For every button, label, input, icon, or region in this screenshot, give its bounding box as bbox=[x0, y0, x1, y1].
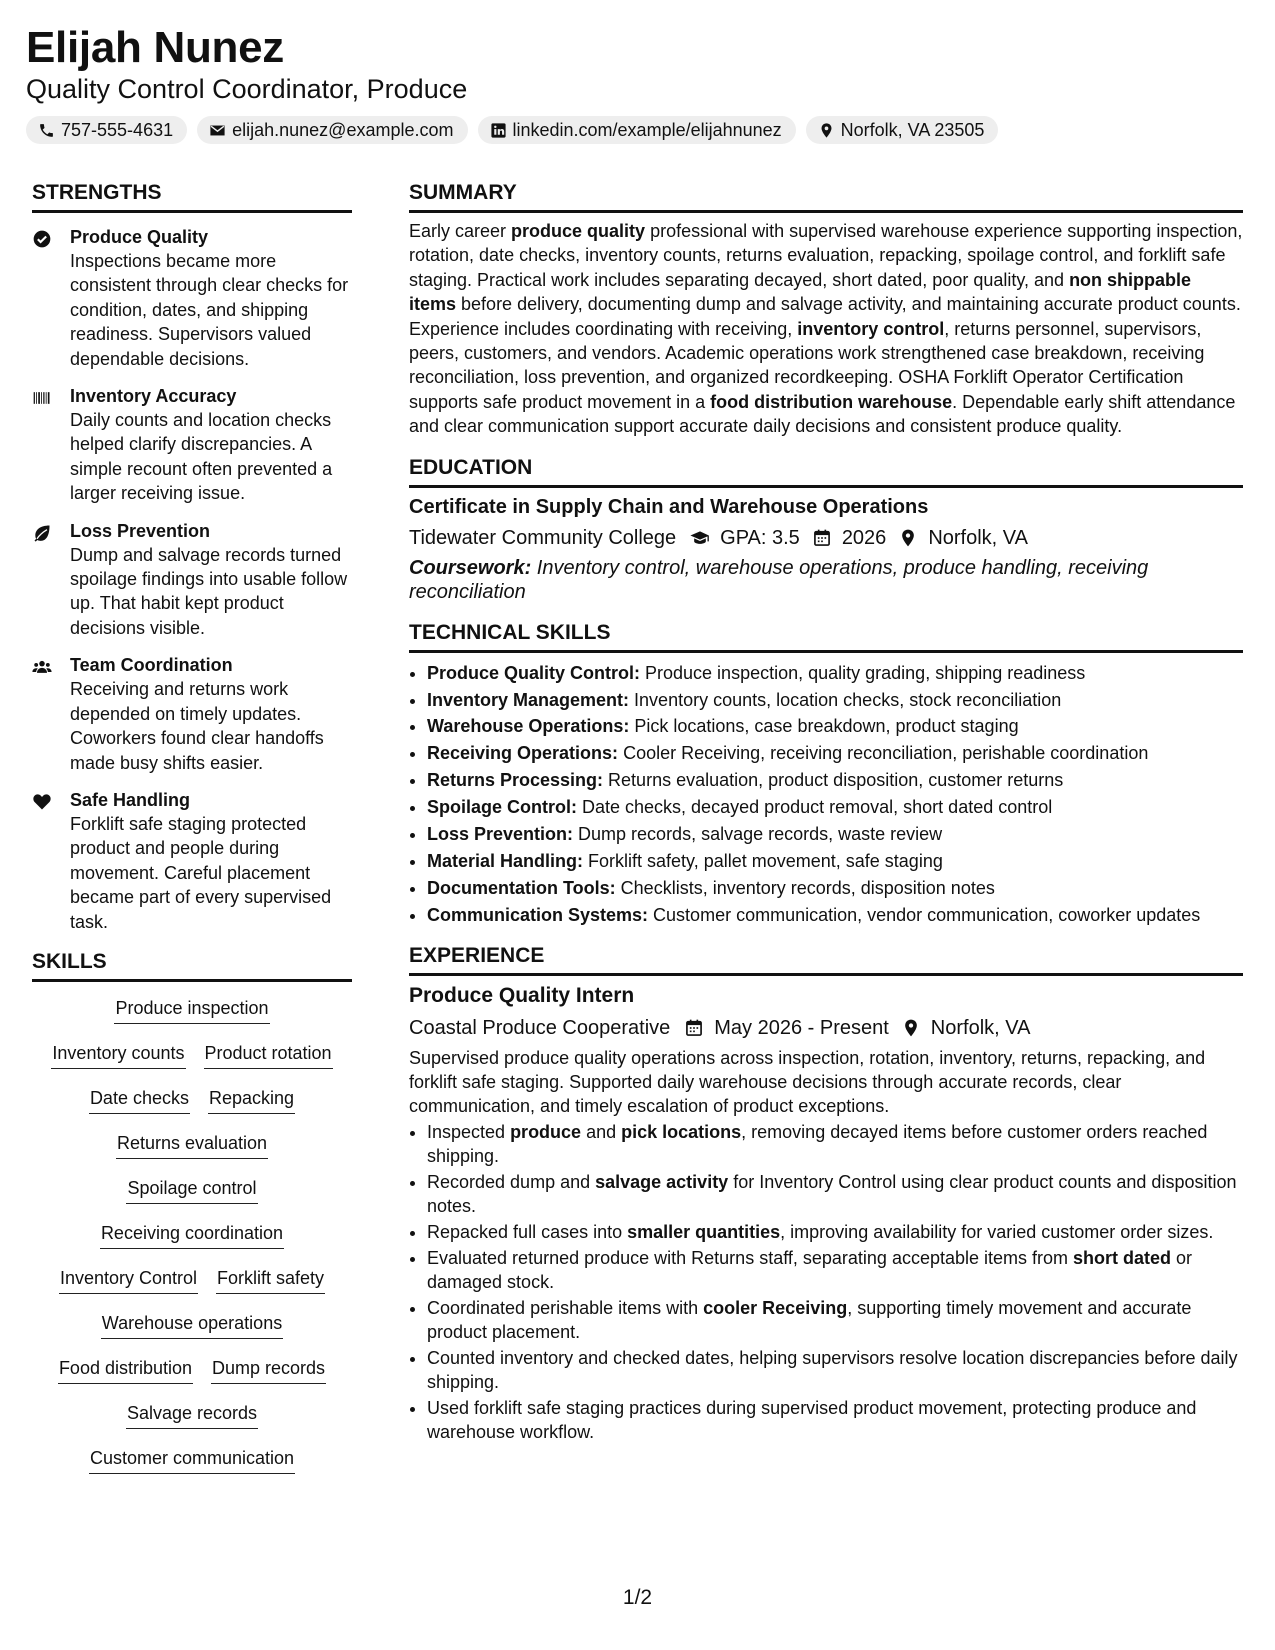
skill-tag: Customer communication bbox=[89, 1446, 295, 1474]
bullet-keyword: short dated bbox=[1073, 1248, 1172, 1269]
tech-skill-text: Dump records, salvage records, waste review bbox=[573, 824, 943, 844]
skill-tag: Repacking bbox=[208, 1086, 295, 1114]
bullet-text: , removing decayed items before customer orders reached shipping. bbox=[427, 1122, 1208, 1167]
email-text: elijah.nunez@example.com bbox=[232, 119, 454, 140]
summary-text-segment: . Dependable early shift attendance and clear communication support accurate daily decisions and consistent produce quality. bbox=[409, 391, 1236, 437]
tech-skill-text: Inventory counts, location checks, stock reconciliation bbox=[629, 689, 1062, 710]
school-name: Tidewater Community College bbox=[409, 526, 677, 549]
tech-skill-label: Material Handling: bbox=[427, 850, 584, 871]
barcode-icon bbox=[32, 388, 52, 408]
skill-tag: Date checks bbox=[89, 1086, 190, 1114]
skills-heading: SKILLS bbox=[32, 947, 352, 982]
linkedin-text: linkedin.com/example/elijahnunez bbox=[512, 119, 782, 140]
tech-skill-text: Date checks, decayed product removal, short dated control bbox=[577, 797, 1053, 818]
tech-skill-text: Checklists, inventory records, disposition notes bbox=[615, 877, 995, 898]
envelope-icon bbox=[209, 122, 226, 139]
linkedin-pill bbox=[478, 116, 796, 144]
strength-desc: Dump and salvage records turned spoilage findings into usable follow up. That habit kept product decisions visible. bbox=[70, 544, 348, 638]
strength-desc: Inspections became more consistent through clear checks for condition, dates, and shipping readiness. Supervisors valued dependable decisions. bbox=[70, 251, 349, 369]
degree-title: Certificate in Supply Chain and Warehouse Operations bbox=[409, 495, 929, 518]
bullet-text: Counted inventory and checked dates, helping supervisors resolve location discrepancies before daily shipping. bbox=[427, 1348, 1238, 1393]
tech-skill-text: Pick locations, case breakdown, product staging bbox=[629, 716, 1019, 737]
technical-skills-list bbox=[409, 661, 1243, 927]
bullet-keyword: pick locations bbox=[621, 1122, 742, 1143]
bullet-keyword: cooler Receiving bbox=[703, 1298, 848, 1319]
summary-text-segment: , returns personnel, supervisors, peers, customers, and vendors. Academic operations work strengthened case breakdown, receiving reconciliation, loss prevention, and organized recordkeeping. OSHA Forklift Operator Certification supports safe product movement in a bbox=[409, 318, 1205, 412]
summary-keyword: food distribution warehouse bbox=[710, 391, 953, 412]
skills-list bbox=[32, 996, 352, 1491]
gpa-text: GPA: 3.5 bbox=[720, 526, 800, 549]
strength-title: Safe Handling bbox=[70, 789, 191, 810]
summary-keyword: produce quality bbox=[511, 221, 646, 241]
strength-item bbox=[32, 788, 352, 934]
list-item bbox=[427, 768, 1243, 792]
summary-heading: SUMMARY bbox=[409, 178, 1243, 213]
bullet-keyword: salvage activity bbox=[595, 1172, 729, 1193]
map-pin-icon bbox=[818, 122, 835, 139]
tech-skill-text: Produce inspection, quality grading, shipping readiness bbox=[640, 662, 1086, 683]
list-item bbox=[427, 1170, 1243, 1218]
list-item bbox=[427, 661, 1243, 685]
strength-item bbox=[32, 653, 352, 775]
bullet-text: Repacked full cases into bbox=[427, 1222, 628, 1243]
job-location: Norfolk, VA bbox=[930, 1016, 1031, 1039]
skill-tag: Receiving coordination bbox=[100, 1221, 284, 1249]
strength-desc: Daily counts and location checks helped clarify discrepancies. A simple recount often prevented a larger receiving issue. bbox=[70, 410, 333, 504]
company-name: Coastal Produce Cooperative bbox=[409, 1016, 671, 1039]
summary-text-segment: before delivery, documenting dump and salvage activity, and maintaining accurate product counts. Experience includes coordinating with receiving, bbox=[409, 294, 1241, 339]
job-description: Supervised produce quality operations across inspection, rotation, inventory, returns, repacking, and forklift safe staging. Supported daily warehouse decisions through accurate records, clear communication, and timely escalation of product exceptions. bbox=[409, 1047, 1206, 1117]
bullet-text: Inspected bbox=[427, 1122, 511, 1143]
strength-item bbox=[32, 519, 352, 641]
tech-skill-label: Receiving Operations: bbox=[427, 743, 619, 764]
list-item bbox=[427, 903, 1243, 927]
list-item bbox=[427, 849, 1243, 873]
summary-text-segment: professional with supervised warehouse experience supporting inspection, rotation, date checks, inventory counts, returns evaluation, repacking, spoilage control, and forklift safe staging. Practical work includes separating decayed, short dated, poor quality, and bbox=[409, 221, 1243, 290]
strength-title: Inventory Accuracy bbox=[70, 386, 237, 407]
skill-tag: Product rotation bbox=[204, 1041, 333, 1069]
list-item bbox=[427, 822, 1243, 846]
users-icon bbox=[32, 657, 52, 677]
strength-desc: Forklift safe staging protected product and people during movement. Careful placement became part of every supervised task. bbox=[70, 813, 332, 932]
bullet-keyword: smaller quantities bbox=[627, 1222, 781, 1243]
experience-bullets bbox=[409, 1120, 1243, 1444]
resume-header bbox=[26, 22, 1256, 144]
strengths-list bbox=[32, 225, 352, 934]
graduation-cap-icon bbox=[690, 528, 710, 548]
summary-keyword: non shippable items bbox=[409, 269, 1192, 315]
skill-tag: Dump records bbox=[211, 1356, 326, 1384]
contact-row bbox=[26, 116, 1256, 144]
calendar-icon bbox=[812, 528, 832, 548]
check-circle-icon bbox=[32, 229, 52, 249]
list-item bbox=[427, 1220, 1243, 1244]
bullet-text: or damaged stock. bbox=[427, 1248, 1193, 1293]
list-item bbox=[427, 795, 1243, 819]
skill-tag: Warehouse operations bbox=[101, 1311, 283, 1339]
graduation-year: 2026 bbox=[841, 526, 887, 549]
skill-tag: Salvage records bbox=[126, 1401, 258, 1429]
list-item bbox=[427, 1346, 1243, 1394]
tech-skill-label: Spoilage Control: bbox=[427, 797, 577, 818]
skill-tag: Inventory Control bbox=[59, 1266, 198, 1294]
tech-skill-text: Customer communication, vendor communication, coworker updates bbox=[648, 904, 1201, 925]
summary-text-segment: Early career bbox=[409, 221, 512, 241]
map-pin-icon bbox=[898, 528, 918, 548]
experience-heading: EXPERIENCE bbox=[409, 941, 1243, 976]
education-heading: EDUCATION bbox=[409, 453, 1243, 488]
list-item bbox=[427, 688, 1243, 712]
skill-tag: Inventory counts bbox=[51, 1041, 185, 1069]
skill-tag: Produce inspection bbox=[114, 996, 269, 1024]
job-meta bbox=[409, 1014, 1243, 1042]
coursework-text: Inventory control, warehouse operations, produce handling, receiving reconciliation bbox=[409, 556, 1149, 603]
strength-item bbox=[32, 384, 352, 506]
tech-skill-label: Inventory Management: bbox=[427, 689, 630, 710]
tech-skill-label: Loss Prevention: bbox=[427, 824, 574, 844]
tech-skill-label: Produce Quality Control: bbox=[427, 662, 641, 683]
skill-tag: Food distribution bbox=[58, 1356, 193, 1384]
coursework bbox=[409, 556, 1243, 604]
calendar-icon bbox=[684, 1018, 704, 1038]
school-location: Norfolk, VA bbox=[928, 526, 1028, 549]
candidate-name: Elijah Nunez bbox=[26, 23, 284, 72]
phone-text: 757-555-4631 bbox=[61, 119, 174, 140]
tech-skill-text: Cooler Receiving, receiving reconciliation, perishable coordination bbox=[618, 743, 1149, 764]
coursework-label: Coursework: bbox=[409, 556, 532, 579]
education-meta bbox=[409, 524, 1243, 552]
phone-icon bbox=[38, 122, 55, 139]
strength-title: Produce Quality bbox=[70, 227, 209, 247]
bullet-keyword: produce bbox=[510, 1122, 582, 1143]
list-item bbox=[427, 876, 1243, 900]
bullet-text: , supporting timely movement and accurate product placement. bbox=[427, 1298, 1192, 1343]
linkedin-icon bbox=[490, 122, 507, 139]
list-item bbox=[427, 1120, 1243, 1168]
bullet-text: Coordinated perishable items with bbox=[427, 1298, 704, 1319]
phone-pill bbox=[26, 116, 187, 144]
skill-tag: Returns evaluation bbox=[116, 1131, 268, 1159]
email-pill bbox=[197, 116, 467, 144]
job-title: Produce Quality Intern bbox=[409, 983, 635, 1007]
technical-skills-heading: TECHNICAL SKILLS bbox=[409, 618, 1243, 653]
tech-skill-label: Documentation Tools: bbox=[427, 877, 616, 898]
leaf-icon bbox=[32, 523, 52, 543]
tech-skill-text: Forklift safety, pallet movement, safe staging bbox=[583, 850, 943, 871]
bullet-text: Evaluated returned produce with Returns staff, separating acceptable items from bbox=[427, 1248, 1074, 1269]
list-item bbox=[427, 1296, 1243, 1344]
job-title-headline: Quality Control Coordinator, Produce bbox=[26, 74, 468, 104]
tech-skill-label: Returns Processing: bbox=[427, 770, 604, 791]
heart-icon bbox=[32, 792, 52, 812]
tech-skill-label: Communication Systems: bbox=[427, 904, 649, 925]
strength-title: Team Coordination bbox=[70, 655, 233, 676]
left-column bbox=[32, 178, 352, 1491]
summary-keyword: inventory control bbox=[797, 318, 945, 339]
strength-title: Loss Prevention bbox=[70, 520, 211, 541]
right-column bbox=[409, 178, 1243, 1446]
bullet-text: Used forklift safe staging practices during supervised product movement, protecting produce and warehouse workflow. bbox=[427, 1398, 1197, 1443]
skill-tag: Forklift safety bbox=[216, 1266, 325, 1294]
job-dates: May 2026 - Present bbox=[714, 1016, 889, 1039]
tech-skill-text: Returns evaluation, product disposition, customer returns bbox=[603, 770, 1064, 791]
tech-skill-label: Warehouse Operations: bbox=[427, 716, 630, 737]
location-text: Norfolk, VA 23505 bbox=[840, 119, 985, 140]
map-pin-icon bbox=[901, 1018, 921, 1038]
bullet-text: , improving availability for varied customer order sizes. bbox=[780, 1222, 1214, 1243]
strengths-heading: STRENGTHS bbox=[32, 178, 352, 213]
skill-tag: Spoilage control bbox=[126, 1176, 257, 1204]
list-item bbox=[427, 1246, 1243, 1294]
location-pill bbox=[806, 116, 999, 144]
list-item bbox=[427, 714, 1243, 738]
strength-item bbox=[32, 225, 352, 371]
list-item bbox=[427, 741, 1243, 765]
bullet-text: for Inventory Control using clear product counts and disposition notes. bbox=[427, 1172, 1237, 1217]
summary-text bbox=[409, 219, 1243, 439]
bullet-text: and bbox=[581, 1122, 622, 1143]
page-number: 1/2 bbox=[622, 1586, 653, 1609]
bullet-text: Recorded dump and bbox=[427, 1172, 596, 1193]
strength-desc: Receiving and returns work depended on timely updates. Coworkers found clear handoffs made busy shifts easier. bbox=[70, 679, 324, 773]
list-item bbox=[427, 1396, 1243, 1444]
